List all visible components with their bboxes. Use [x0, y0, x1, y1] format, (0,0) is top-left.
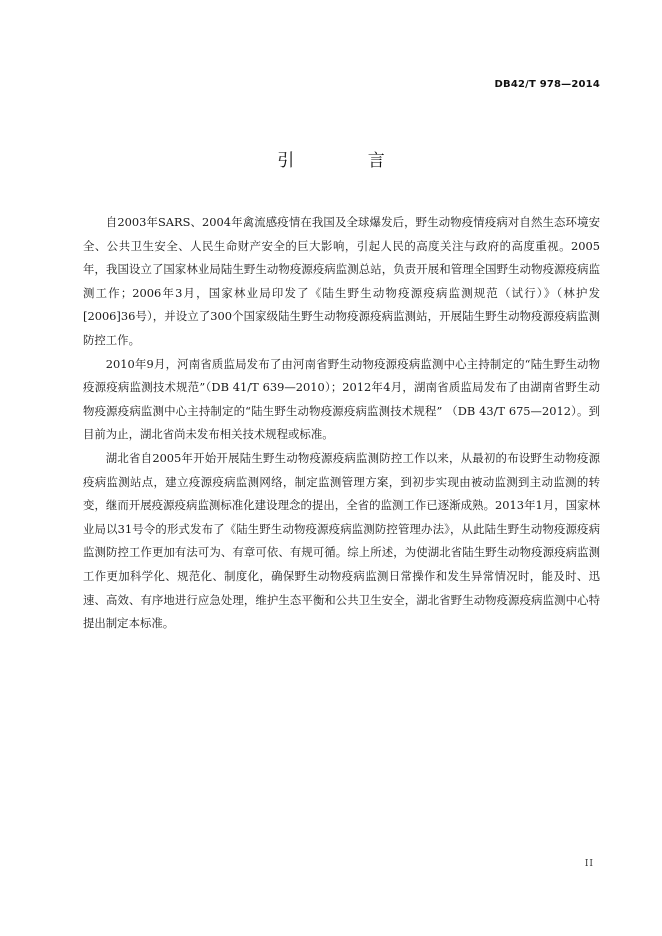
document-code: DB42/T 978—2014 [494, 79, 600, 90]
paragraph-2: 2010年9月，河南省质监局发布了由河南省野生动物疫源疫病监测中心主持制定的“陆生野生动物疫源疫病监测技术规范”（DB 41/T 639—2010）；2012年4月，湖南省质监局发布了由湖南省野生动物疫源疫病监测中心主持制定的“陆生野生动物疫源疫病监测技术规程” （DB 43/T 675—2012）。到目前为止，湖北省尚未发布相关技术规程或标准。 [83, 356, 600, 442]
paragraph-3: 湖北省自2005年开始开展陆生野生动物疫源疫病监测防控工作以来，从最初的布设野生动物疫源疫病监测站点，建立疫源疫病监测网络，制定监测管理方案，到初步实现由被动监测到主动监测的转变，继而开展疫源疫病监测标准化建设理念的提出，全省的监测工作已逐渐成熟。2013年1月，国家林业局以31号令的形式发布了《陆生野生动物疫源疫病监测防控管理办法》，从此陆生野生动物疫源疫病监测防控工作更加有法可为、有章可依、有规可循。综上所述，为使湖北省陆生野生动物疫源疫病监测工作更加科学化、规范化、制度化，确保野生动物疫病监测日常操作和发生异常情况时，能及时、迅速、高效、有序地进行应急处理，维护生态平衡和公共卫生安全，湖北省野生动物疫源疫病监测中心特提出制定本标准。 [83, 450, 600, 631]
page-number: II [584, 859, 594, 869]
section-title: 引 言 [277, 151, 419, 171]
paragraph-1: 自2003年SARS、2004年禽流感疫情在我国及全球爆发后，野生动物疫情疫病对自然生态环境安全、公共卫生安全、人民生命财产安全的巨大影响，引起人民的高度关注与政府的高度重视。2005年，我国设立了国家林业局陆生野生动物疫源疫病监测总站，负责开展和管理全国野生动物疫源疫病监测工作；2006年3月，国家林业局印发了《陆生野生动物疫源疫病监测规范（试行）》（林护发[2006]36号），并设立了300个国家级陆生野生动物疫源疫病监测站，开展陆生野生动物疫源疫病监测防控工作。 [83, 215, 600, 347]
introduction-body [83, 211, 600, 636]
